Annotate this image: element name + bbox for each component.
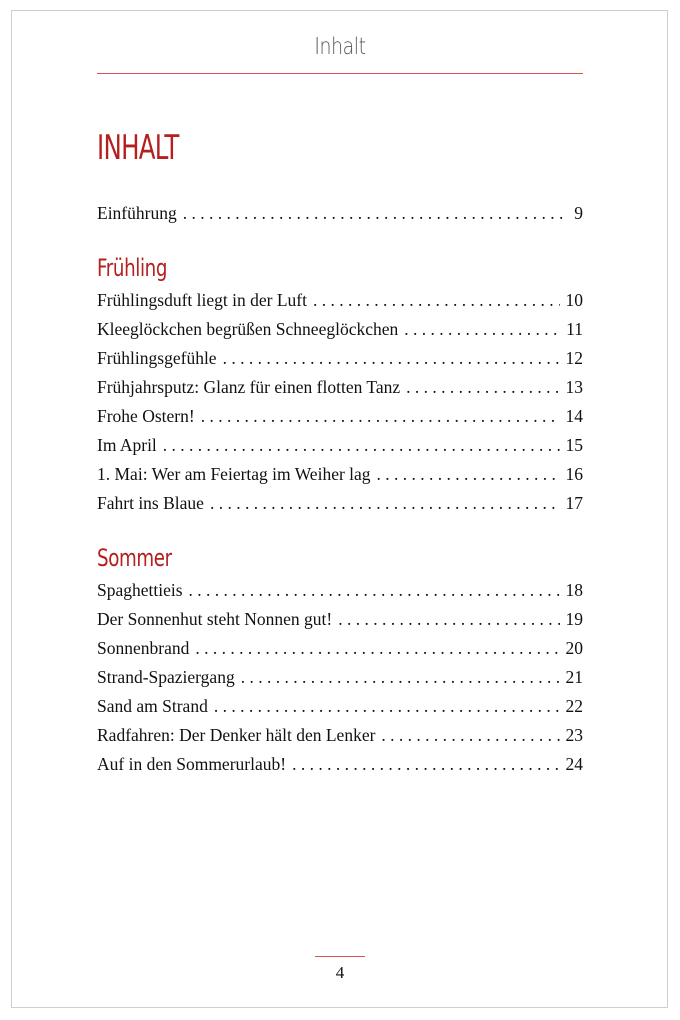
leader-dots [338,609,559,630]
toc-entry-page: 20 [565,638,583,658]
toc-entry-page: 19 [565,609,583,629]
toc-entry-title: Der Sonnenhut steht Nonnen gut! [97,609,333,629]
toc-entry-page: 13 [565,377,583,397]
section-title-sommer: Sommer [97,544,172,572]
toc-entry-title: Frühjahrsputz: Glanz für einen flotten Tanz [97,377,401,397]
toc-entry[interactable] [97,348,583,372]
toc-entry-title: Frohe Ostern! [97,406,195,426]
toc-entry[interactable] [97,319,583,343]
toc-entry-title: Fahrt ins Blaue [97,493,204,513]
toc-entry-page: 10 [565,290,583,310]
toc-entry-page: 14 [565,406,583,426]
leader-dots [214,696,560,717]
toc-entry-title: Sonnenbrand [97,638,190,658]
toc-entry-title: 1. Mai: Wer am Feiertag im Weiher lag [97,464,371,484]
toc-entry[interactable] [97,435,583,459]
toc-entry-page: 24 [565,754,583,774]
leader-dots [210,493,560,514]
toc-entry-title: Auf in den Sommerurlaub! [97,754,287,774]
toc-entry-page: 12 [565,348,583,368]
page-number: 4 [335,963,345,982]
leader-dots [377,464,560,485]
leader-dots [404,319,560,340]
section-title-fruehling: Frühling [97,254,168,282]
leader-dots [183,203,569,224]
footer-rule [315,956,365,957]
toc-entry-page: 23 [565,725,583,745]
toc-entry-page: 21 [565,667,583,687]
leader-dots [406,377,559,398]
leader-dots [292,754,559,775]
header-rule [97,73,583,74]
leader-dots [313,290,560,311]
toc-entry[interactable] [97,464,583,488]
toc-entry-page: 11 [566,319,583,339]
toc-entry-title: Kleeglöckchen begrüßen Schneeglöckchen [97,319,399,339]
toc-entry-page: 15 [565,435,583,455]
toc-entry-title: Strand-Spaziergang [97,667,235,687]
toc-entry-page: 22 [565,696,583,716]
toc-entry[interactable] [97,290,583,314]
running-head: Inhalt [314,34,366,60]
toc-entry-title: Radfahren: Der Denker hält den Lenker [97,725,376,745]
toc-entry[interactable] [97,406,583,430]
toc-entry-title: Einführung [97,203,177,223]
toc-entry[interactable] [97,377,583,401]
toc-entry-intro[interactable] [97,203,583,227]
toc-entry-title: Sand am Strand [97,696,208,716]
toc-entry-title: Frühlingsgefühle [97,348,217,368]
toc-entry-title: Im April [97,435,157,455]
toc-entry[interactable] [97,609,583,633]
leader-dots [189,580,560,601]
toc-entry-page: 18 [565,580,583,600]
toc-title: INHALT [97,128,179,168]
leader-dots [201,406,560,427]
toc-entry-page: 17 [565,493,583,513]
leader-dots [241,667,560,688]
toc-entry[interactable] [97,667,583,691]
toc-entry[interactable] [97,493,583,517]
toc-entry[interactable] [97,638,583,662]
toc-entry[interactable] [97,754,583,778]
leader-dots [223,348,560,369]
leader-dots [381,725,559,746]
leader-dots [163,435,560,456]
toc-entry-title: Frühlingsduft liegt in der Luft [97,290,307,310]
toc-entry[interactable] [97,696,583,720]
toc-entry-title: Spaghettieis [97,580,183,600]
toc-entry-page: 9 [574,203,583,223]
leader-dots [195,638,559,659]
toc-entry-page: 16 [565,464,583,484]
toc-entry[interactable] [97,725,583,749]
toc-entry[interactable] [97,580,583,604]
